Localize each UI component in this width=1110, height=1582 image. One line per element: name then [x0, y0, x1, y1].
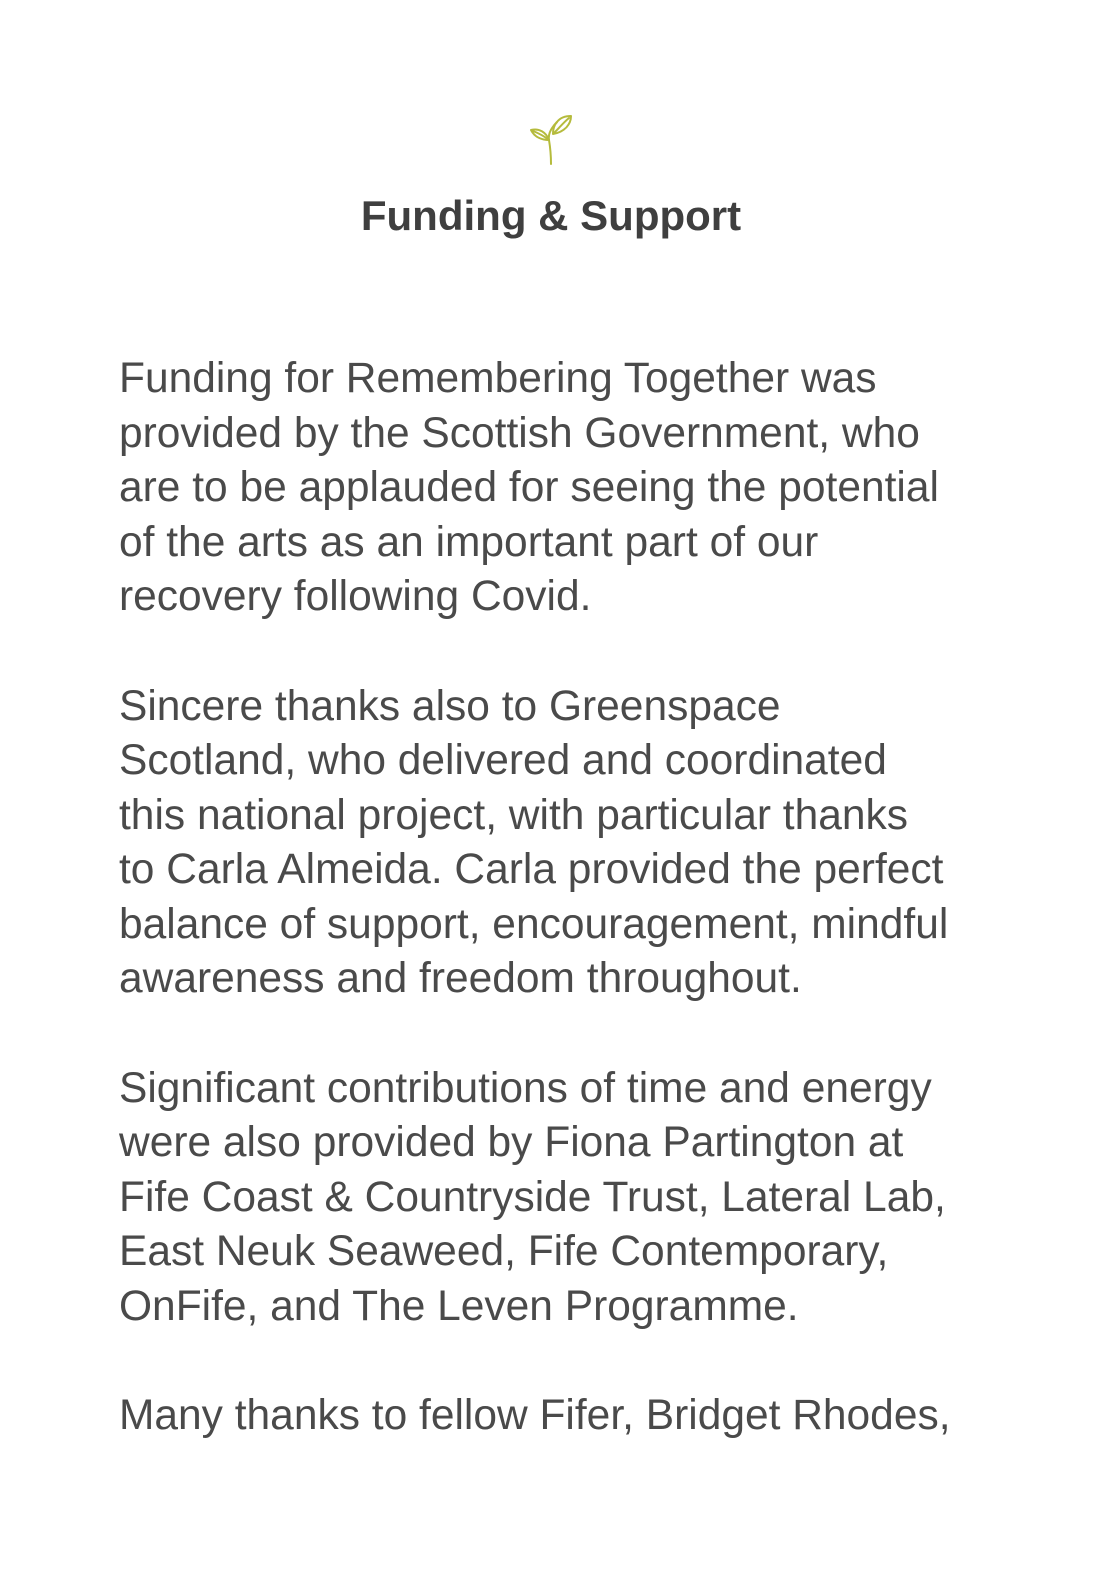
paragraph: [119, 1389, 1019, 1444]
text-line: Fife Coast & Countryside Trust, Lateral Lab,: [119, 1173, 946, 1221]
text-line: were also provided by Fiona Partington at: [119, 1119, 904, 1166]
text-line: this national project, with particular thanks: [119, 791, 909, 839]
text-line: Funding for Remembering Together was: [119, 355, 877, 402]
body-text: [119, 352, 1019, 1499]
paragraph: [119, 680, 1019, 1007]
text-line: balance of support, encouragement, mindful: [119, 900, 949, 948]
text-line: of the arts as an important part of our: [119, 518, 819, 566]
sprout-icon: [527, 114, 575, 166]
page-title: Funding & Support: [360, 192, 742, 239]
text-line: awareness and freedom throughout.: [119, 955, 802, 1002]
text-line: provided by the Scottish Government, who: [119, 409, 920, 457]
text-line: recovery following Covid.: [119, 573, 592, 620]
text-line: East Neuk Seaweed, Fife Contemporary,: [119, 1228, 889, 1275]
text-line: Sincere thanks also to Greenspace: [119, 682, 781, 730]
text-line: are to be applauded for seeing the potential: [119, 464, 939, 511]
text-line: to Carla Almeida. Carla provided the perfect: [119, 846, 944, 893]
text-line: Many thanks to fellow Fifer, Bridget Rhodes,: [119, 1392, 951, 1439]
text-line: Significant contributions of time and energy: [119, 1064, 932, 1112]
paragraph: [119, 1062, 1019, 1335]
text-line: OnFife, and The Leven Programme.: [119, 1282, 799, 1330]
paragraph: [119, 352, 1019, 625]
text-line: Scotland, who delivered and coordinated: [119, 737, 887, 784]
